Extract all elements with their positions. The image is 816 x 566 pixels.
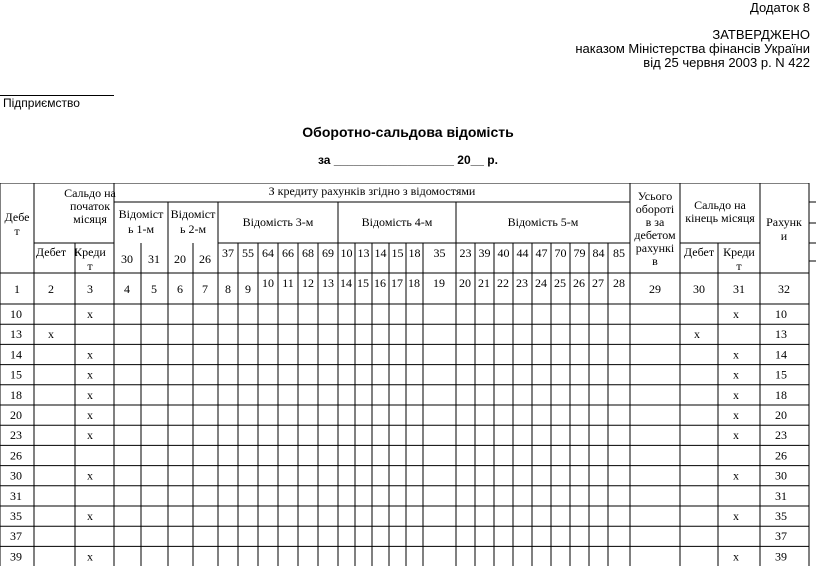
approval-line: наказом Міністерства фінансів України bbox=[575, 41, 810, 56]
column-number: 20 bbox=[459, 276, 471, 290]
statement-3-header: Відомість 3-м bbox=[242, 215, 314, 229]
opening-credit-header: Креди bbox=[74, 245, 106, 259]
row-account-right: 39 bbox=[775, 549, 787, 564]
column-number: 8 bbox=[225, 282, 231, 296]
row-account-right: 23 bbox=[775, 428, 787, 443]
row-account: 15 bbox=[10, 367, 22, 382]
statement-3-account: 66 bbox=[282, 246, 294, 260]
statement-5-account: 23 bbox=[459, 246, 472, 260]
statement-5-header: Відомість 5-м bbox=[507, 215, 579, 229]
column-number: 26 bbox=[573, 276, 585, 290]
statement-1-header: Відоміст bbox=[118, 207, 164, 221]
row-account: 39 bbox=[10, 549, 22, 564]
row-account: 18 bbox=[10, 387, 22, 402]
statement-5-account: 44 bbox=[516, 246, 529, 260]
document-period: за __________________ 20__ р. bbox=[318, 153, 498, 167]
column-number: 16 bbox=[374, 276, 386, 290]
statement-5-account: 47 bbox=[535, 246, 548, 260]
opening-debit-header: Дебет bbox=[35, 245, 67, 259]
statement-1-header: ь 1-м bbox=[127, 222, 155, 236]
statement-1-account: 31 bbox=[148, 252, 160, 266]
total-turnover-header: в за bbox=[645, 215, 665, 229]
column-number: 19 bbox=[433, 276, 445, 290]
document-title: Оборотно-сальдова відомість bbox=[302, 124, 514, 140]
opening-balance-header: початок bbox=[69, 199, 111, 213]
row-account-right: 37 bbox=[775, 529, 787, 544]
row-account-right: 10 bbox=[775, 307, 787, 321]
column-number: 7 bbox=[202, 282, 208, 296]
column-number: 28 bbox=[613, 276, 625, 290]
opening-credit-value: x bbox=[87, 408, 93, 422]
statement-4-account: 35 bbox=[433, 246, 446, 260]
row-account: 23 bbox=[10, 428, 22, 443]
row-account: 20 bbox=[10, 408, 22, 422]
closing-balance-header: кінець місяця bbox=[685, 211, 755, 225]
opening-credit-value: x bbox=[87, 387, 93, 402]
statement-5-account: 39 bbox=[478, 246, 491, 260]
column-number: 22 bbox=[497, 276, 509, 290]
account-header: Рахунк bbox=[766, 215, 802, 229]
statement-5-account: 79 bbox=[573, 246, 586, 260]
approval-stamp bbox=[575, 28, 810, 70]
statement-4-account: 14 bbox=[374, 246, 387, 260]
column-number: 25 bbox=[554, 276, 566, 290]
statement-5-account: 85 bbox=[613, 246, 625, 260]
statement-4-account: 18 bbox=[408, 246, 421, 260]
column-number: 5 bbox=[151, 282, 157, 296]
statement-5-account: 70 bbox=[554, 246, 567, 260]
enterprise-label: Підприємство bbox=[3, 96, 80, 110]
column-number: 31 bbox=[733, 282, 745, 296]
column-number: 17 bbox=[391, 276, 403, 290]
column-number: 13 bbox=[322, 276, 334, 290]
opening-balance-header: Сальдо на bbox=[64, 186, 116, 200]
total-turnover-header: в bbox=[652, 254, 658, 268]
column-number: 12 bbox=[302, 276, 314, 290]
column-number: 10 bbox=[262, 276, 274, 290]
closing-credit-header: т bbox=[736, 259, 742, 273]
opening-balance-header: місяця bbox=[73, 212, 107, 226]
statement-3-account: 64 bbox=[262, 246, 274, 260]
row-account: 31 bbox=[10, 488, 22, 503]
row-account-right: 20 bbox=[775, 408, 787, 422]
closing-credit-value: x bbox=[733, 428, 739, 443]
closing-credit-header: Креди bbox=[723, 245, 755, 259]
row-account-right: 31 bbox=[775, 488, 787, 503]
opening-credit-value: x bbox=[87, 367, 93, 382]
statement-3-account: 55 bbox=[242, 246, 254, 260]
opening-debit-value: x bbox=[48, 327, 54, 342]
row-account: 30 bbox=[10, 468, 22, 483]
statement-4-account: 10 bbox=[340, 246, 353, 260]
column-number: 15 bbox=[357, 276, 369, 290]
closing-credit-value: x bbox=[733, 468, 739, 483]
appendix-label: Додаток 8 bbox=[750, 0, 810, 15]
column-number: 30 bbox=[693, 282, 705, 296]
total-turnover-header: рахункі bbox=[635, 241, 675, 255]
column-number: 32 bbox=[778, 282, 790, 296]
opening-credit-header: т bbox=[87, 259, 93, 273]
account-header: и bbox=[780, 229, 788, 243]
column-number: 11 bbox=[282, 276, 294, 290]
turnover-balance-table bbox=[0, 183, 816, 566]
column-number: 14 bbox=[340, 276, 352, 290]
approval-line: ЗАТВЕРДЖЕНО bbox=[712, 27, 810, 42]
column-number: 3 bbox=[87, 282, 93, 296]
opening-credit-value: x bbox=[87, 428, 93, 443]
credit-accounts-group-header: З кредиту рахунків згідно з відомостями bbox=[268, 184, 476, 198]
column-number: 21 bbox=[478, 276, 490, 290]
statement-2-account: 20 bbox=[174, 252, 186, 266]
total-turnover-header: Усього bbox=[637, 189, 673, 203]
column-number: 1 bbox=[14, 282, 20, 296]
column-number: 18 bbox=[408, 276, 420, 290]
row-account-right: 30 bbox=[775, 468, 787, 483]
column-number: 23 bbox=[516, 276, 528, 290]
closing-credit-value: x bbox=[733, 509, 739, 523]
total-turnover-header: обороті bbox=[635, 202, 675, 216]
column-number: 6 bbox=[177, 282, 183, 296]
statement-4-account: 15 bbox=[391, 246, 404, 260]
row-account: 37 bbox=[10, 529, 22, 544]
approval-line: від 25 червня 2003 р. N 422 bbox=[643, 55, 810, 70]
row-account-right: 14 bbox=[775, 347, 787, 362]
row-account-right: 15 bbox=[775, 367, 787, 382]
column-number: 27 bbox=[592, 276, 604, 290]
total-turnover-header: дебетом bbox=[634, 228, 676, 242]
closing-credit-value: x bbox=[733, 367, 739, 382]
opening-credit-value: x bbox=[87, 468, 93, 483]
row-account: 14 bbox=[10, 347, 22, 362]
closing-credit-value: x bbox=[733, 347, 739, 362]
column-number: 4 bbox=[124, 282, 130, 296]
closing-credit-value: x bbox=[733, 307, 739, 321]
statement-3-account: 37 bbox=[222, 246, 234, 260]
closing-credit-value: x bbox=[733, 549, 739, 564]
opening-credit-value: x bbox=[87, 347, 93, 362]
row-account: 13 bbox=[10, 327, 22, 342]
statement-3-account: 68 bbox=[302, 246, 314, 260]
row-account: 35 bbox=[10, 509, 22, 523]
statement-2-header: Відоміст bbox=[170, 207, 216, 221]
opening-credit-value: x bbox=[87, 549, 93, 564]
column-number: 29 bbox=[649, 282, 661, 296]
statement-2-account: 26 bbox=[199, 252, 211, 266]
statement-5-account: 40 bbox=[497, 246, 510, 260]
row-account-right: 13 bbox=[775, 327, 787, 342]
closing-credit-value: x bbox=[733, 387, 739, 402]
closing-credit-value: x bbox=[733, 408, 739, 422]
row-account: 10 bbox=[10, 307, 22, 321]
column-number: 2 bbox=[48, 282, 54, 296]
closing-debit-value: x bbox=[694, 327, 700, 342]
debit-account-header: Дебе bbox=[4, 210, 30, 224]
closing-debit-header: Дебет bbox=[683, 245, 715, 259]
statement-1-account: 30 bbox=[121, 252, 133, 266]
column-number: 9 bbox=[245, 282, 251, 296]
statement-4-account: 13 bbox=[357, 246, 370, 260]
opening-credit-value: x bbox=[87, 307, 93, 321]
closing-balance-header: Сальдо на bbox=[694, 198, 746, 212]
statement-3-account: 69 bbox=[322, 246, 334, 260]
statement-5-account: 84 bbox=[592, 246, 605, 260]
opening-credit-value: x bbox=[87, 509, 93, 523]
row-account-right: 26 bbox=[775, 448, 787, 463]
column-number: 24 bbox=[535, 276, 547, 290]
debit-account-header: т bbox=[14, 224, 20, 238]
statement-4-header: Відомість 4-м bbox=[361, 215, 433, 229]
row-account: 26 bbox=[10, 448, 22, 463]
row-account-right: 35 bbox=[775, 509, 787, 523]
row-account-right: 18 bbox=[775, 387, 787, 402]
statement-2-header: ь 2-м bbox=[179, 222, 207, 236]
